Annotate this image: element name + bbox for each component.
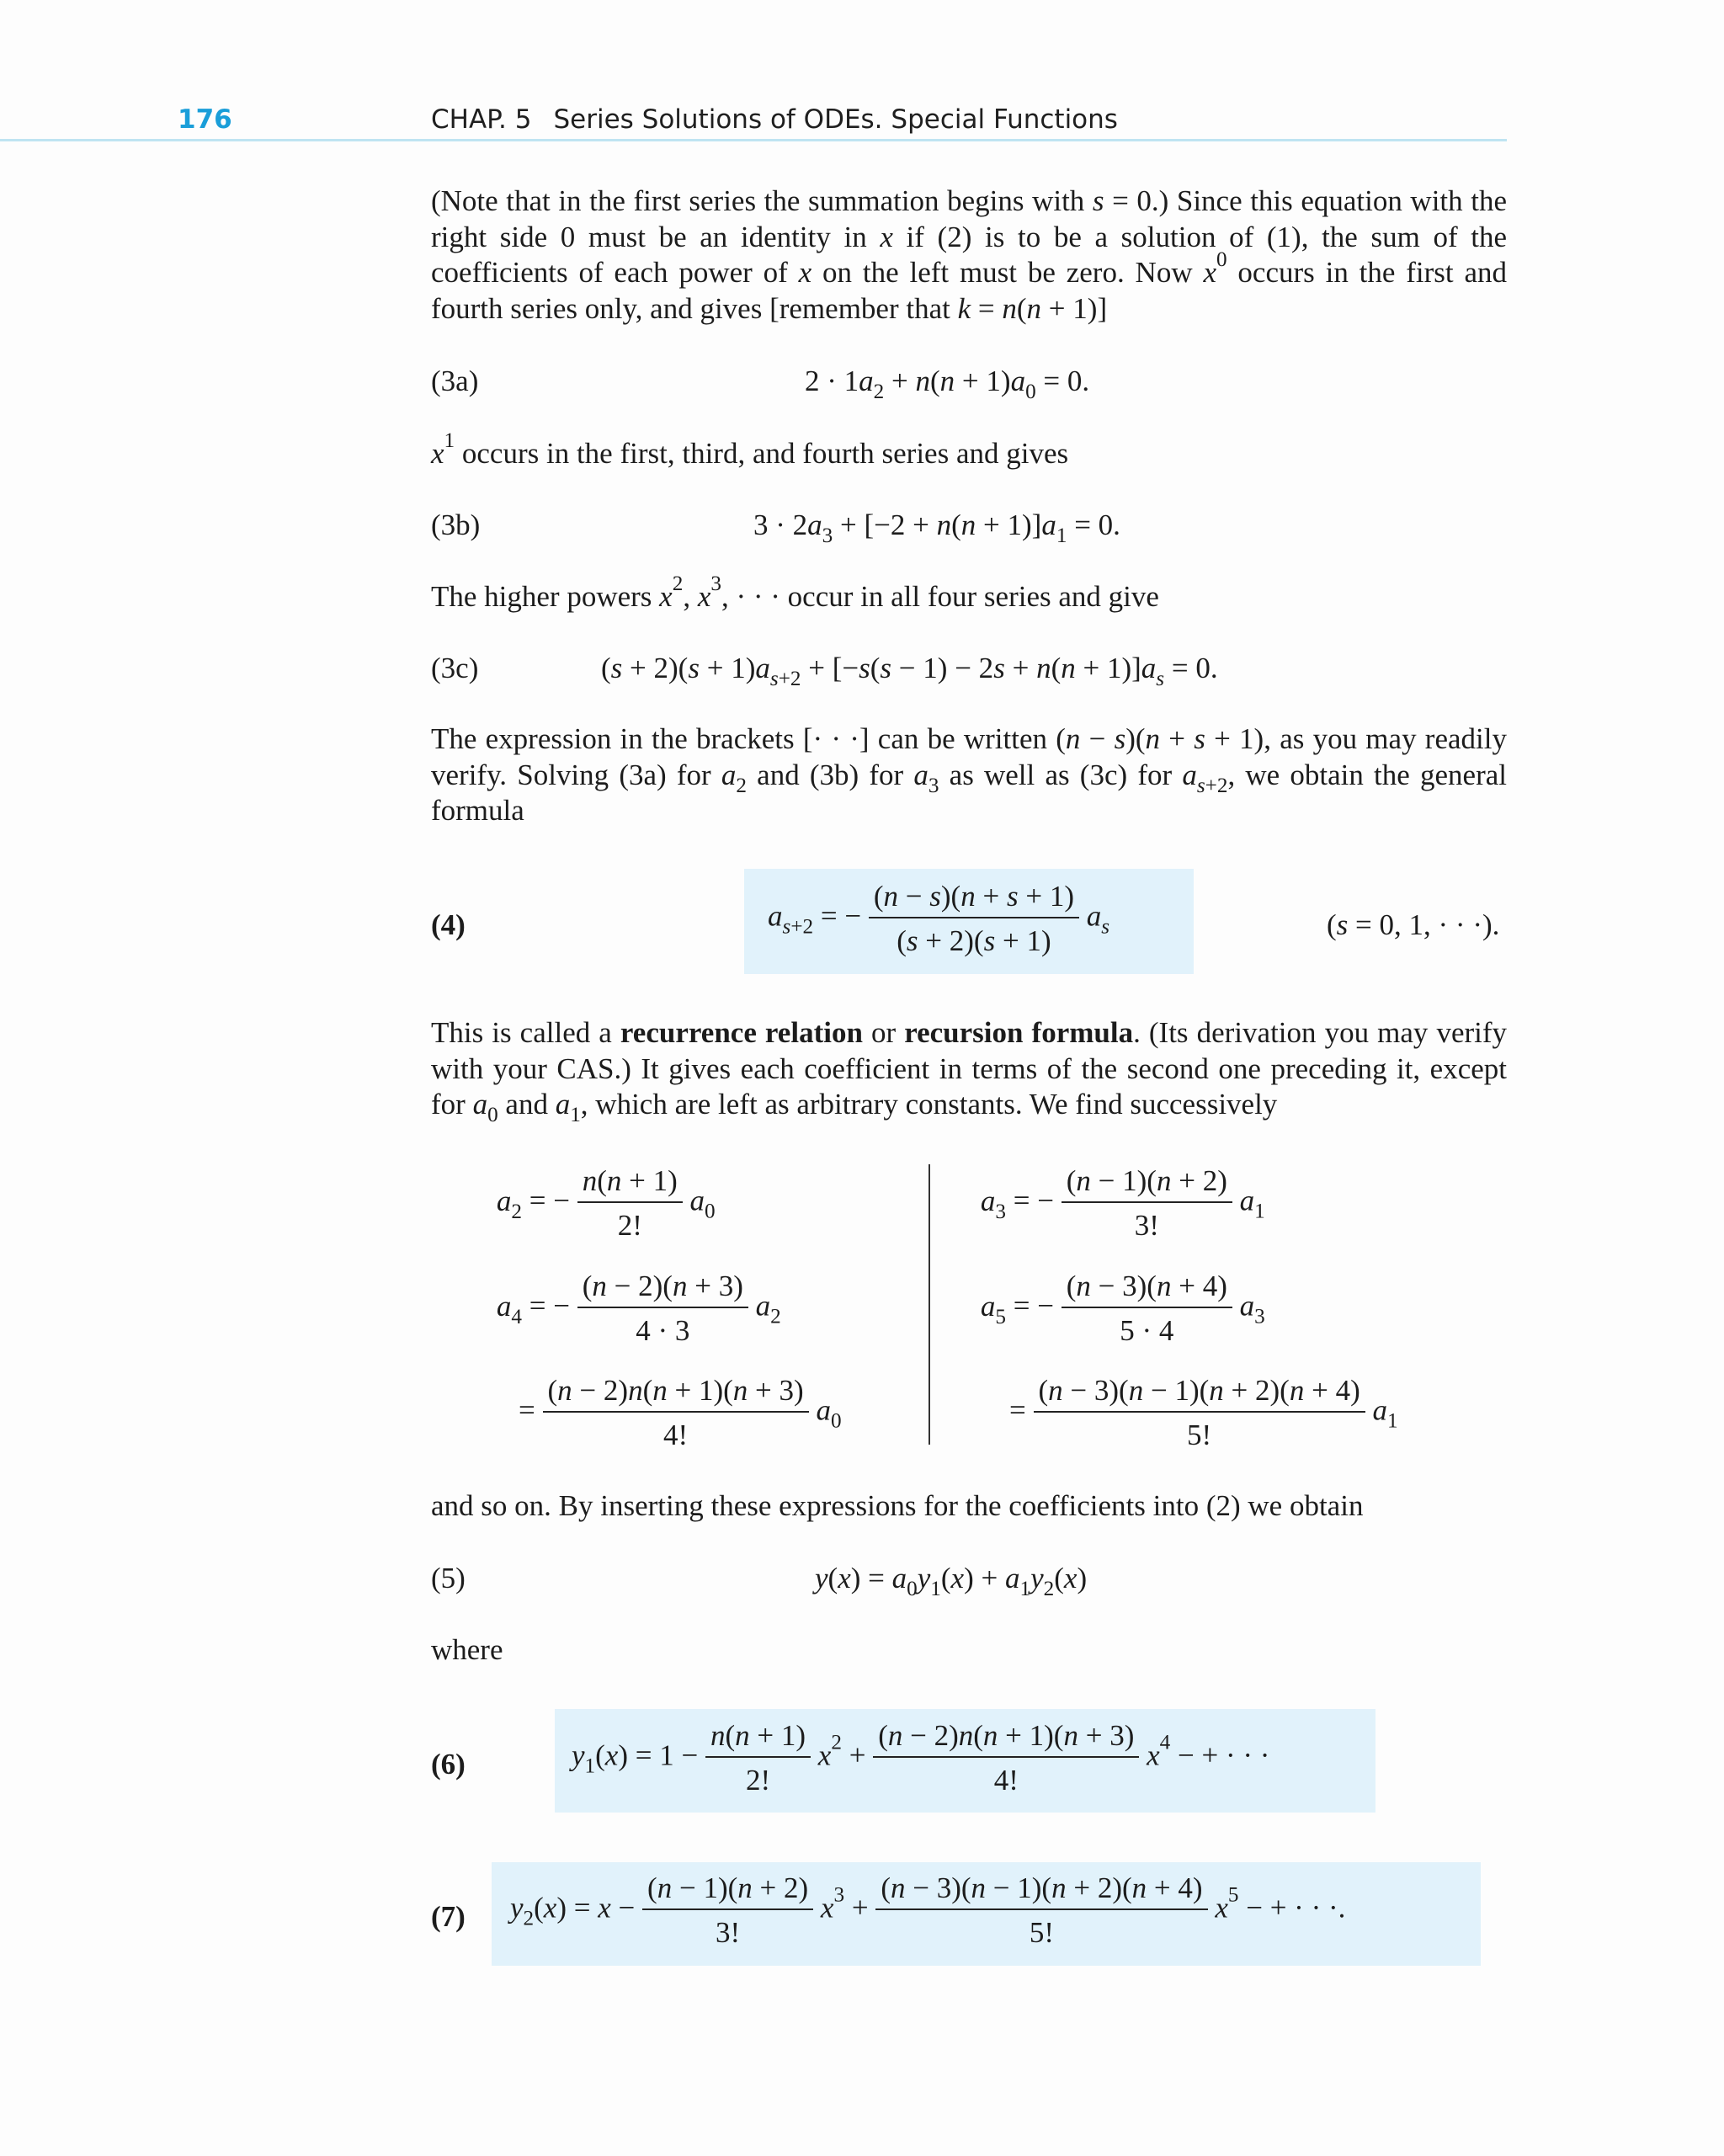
equation-3b: $3 \cdot 2a_3 + [-2 + n(n + 1)]a_1 = 0$. bbox=[753, 508, 1120, 547]
equation-label-3b: (3b) bbox=[431, 508, 481, 541]
equation-label-3a: (3a) bbox=[431, 365, 479, 397]
paragraph-recurrence: This is called a recurrence relation or recursion formula. (Its derivation you may verify with your CAS.) It gives each coefficient in terms of the second one preceding it, except for $a_0$ and $a_1$, which are left as arbitrary constants. We find successively bbox=[431, 1016, 1508, 1126]
coefficient-a2: $a_2$ = − $\frac{n(n + 1)}{2!}$ $a_0$ bbox=[496, 1164, 716, 1242]
equation-6-y1: $y_1(x) = 1$ − $\frac{n(n + 1)}{2!}$ $x^2$ + $\frac{(n - 2)n(n + 1)(n + 3)}{4!}$ $x^4$ − + · · · bbox=[572, 1719, 1270, 1797]
text-and-so-on: and so on. By inserting these expressions for the coefficients into (2) we obtain bbox=[431, 1489, 1364, 1522]
coefficient-a4: $a_4$ = − $\frac{(n - 2)(n + 3)}{4 \cdot 3}$ $a_2$ bbox=[496, 1270, 781, 1347]
text-where: where bbox=[431, 1633, 503, 1666]
running-header bbox=[431, 104, 1118, 135]
equation-label-3c: (3c) bbox=[431, 652, 479, 684]
chapter-title: Series Solutions of ODEs. Special Functions bbox=[553, 104, 1118, 135]
coefficient-divider bbox=[929, 1164, 930, 1445]
text-higher-powers: The higher powers $x^2$, $x^3$, · · · occur in all four series and give bbox=[431, 572, 1159, 613]
header-rule bbox=[0, 139, 1507, 141]
equation-label-6: (6) bbox=[431, 1748, 466, 1781]
equation-3a: $2 \cdot 1a_2 + n(n + 1)a_0 = 0$. bbox=[805, 365, 1090, 403]
equation-5: $y(x) = a_0y_1(x) + a_1y_2(x)$ bbox=[815, 1562, 1088, 1600]
equation-4-range: (s = 0, 1, · · ·). bbox=[1327, 908, 1500, 941]
term-recurrence-relation: recurrence relation bbox=[620, 1016, 863, 1049]
coefficient-a4-expanded: = $\frac{(n - 2)n(n + 1)(n + 3)}{4!}$ $a_0$ bbox=[519, 1374, 842, 1451]
equation-3c: $(s + 2)(s + 1)a_{s+2} + [-s(s - 1) - 2s + n(n + 1)]a_s = 0$. bbox=[601, 652, 1218, 690]
chapter-label: CHAP. 5 bbox=[431, 104, 532, 135]
paragraph-intro: (Note that in the first series the summation begins with s = 0.) Since this equation with the right side 0 must be an identity in x if (2) is to be a solution of (1), the sum of the coefficients of each power of x on the left must be zero. Now $x^0$ occurs in the first and fourth series only, and gives [remember that k = n(n + 1)] bbox=[431, 184, 1508, 325]
term-recursion-formula: recursion formula bbox=[904, 1016, 1134, 1049]
coefficient-a3: $a_3$ = − $\frac{(n - 1)(n + 2)}{3!}$ $a_1$ bbox=[980, 1164, 1265, 1242]
equation-7-y2: $y_2(x) = x$ − $\frac{(n - 1)(n + 2)}{3!}$ $x^3$ + $\frac{(n - 3)(n - 1)(n + 2)(n + 4)}{5!}$ $x^5$ − + · · ·. bbox=[510, 1871, 1346, 1949]
text-x1-line: $x^1$ occurs in the first, third, and fourth series and gives bbox=[431, 429, 1069, 470]
coefficient-a5-expanded: = $\frac{(n - 3)(n - 1)(n + 2)(n + 4)}{5!}$ $a_1$ bbox=[1009, 1374, 1398, 1451]
equation-label-5: (5) bbox=[431, 1562, 466, 1594]
page-number: 176 bbox=[178, 104, 232, 135]
equation-4-recurrence: $a_{s+2}$ = − $\frac{(n - s)(n + s + 1)}{(s + 2)(s + 1)}$ $a_s$ bbox=[768, 880, 1110, 957]
paragraph-brackets: The expression in the brackets [· · ·] can be written (n − s)(n + s + 1), as you may readily verify. Solving (3a) for $a_2$ and (3b) for $a_3$ as well as (3c) for $a_{s+2}$, we obtain the general formula bbox=[431, 722, 1507, 828]
equation-label-4: (4) bbox=[431, 908, 466, 941]
equation-label-7: (7) bbox=[431, 1900, 466, 1933]
coefficient-a5: $a_5$ = − $\frac{(n - 3)(n + 4)}{5 \cdot 4}$ $a_3$ bbox=[980, 1270, 1265, 1347]
